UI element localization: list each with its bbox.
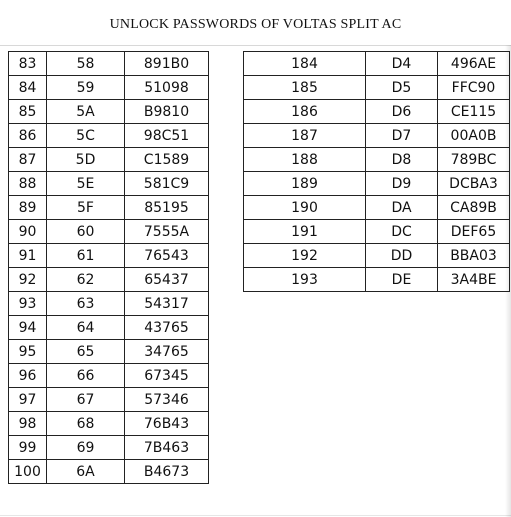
table-row: [9, 292, 209, 316]
number-cell: 93: [9, 292, 47, 316]
hex-code-cell: 61: [47, 244, 125, 268]
hex-code-cell: D4: [366, 52, 438, 76]
bottom-divider: [0, 515, 511, 516]
number-cell: 87: [9, 148, 47, 172]
password-cell: 891B0: [125, 52, 209, 76]
table-row: [9, 100, 209, 124]
password-cell: B9810: [125, 100, 209, 124]
table-row: [9, 124, 209, 148]
password-cell: CE115: [438, 100, 510, 124]
hex-code-cell: 58: [47, 52, 125, 76]
number-cell: 185: [244, 76, 366, 100]
table-row: [9, 148, 209, 172]
number-cell: 189: [244, 172, 366, 196]
table-row: [9, 76, 209, 100]
password-cell: 43765: [125, 316, 209, 340]
number-cell: 99: [9, 436, 47, 460]
hex-code-cell: DD: [366, 244, 438, 268]
table-row: [244, 268, 510, 292]
page-title: UNLOCK PASSWORDS OF VOLTAS SPLIT AC: [109, 17, 402, 32]
number-cell: 94: [9, 316, 47, 340]
table-row: [9, 388, 209, 412]
password-cell: C1589: [125, 148, 209, 172]
table-row: [244, 76, 510, 100]
hex-code-cell: D7: [366, 124, 438, 148]
number-cell: 188: [244, 148, 366, 172]
number-cell: 88: [9, 172, 47, 196]
hex-code-cell: 5C: [47, 124, 125, 148]
number-cell: 193: [244, 268, 366, 292]
table-row: [244, 172, 510, 196]
hex-code-cell: 5F: [47, 196, 125, 220]
password-cell: 57346: [125, 388, 209, 412]
number-cell: 84: [9, 76, 47, 100]
hex-code-cell: 60: [47, 220, 125, 244]
hex-code-cell: 65: [47, 340, 125, 364]
password-cell: CA89B: [438, 196, 510, 220]
hex-code-cell: 64: [47, 316, 125, 340]
password-cell: 7B463: [125, 436, 209, 460]
password-cell: 581C9: [125, 172, 209, 196]
table-row: [9, 340, 209, 364]
hex-code-cell: 66: [47, 364, 125, 388]
table-row: [9, 460, 209, 484]
password-cell: 98C51: [125, 124, 209, 148]
number-cell: 98: [9, 412, 47, 436]
table-row: [9, 364, 209, 388]
table-row: [9, 220, 209, 244]
table-row: [9, 436, 209, 460]
table-row: [244, 124, 510, 148]
password-cell: 00A0B: [438, 124, 510, 148]
password-cell: 67345: [125, 364, 209, 388]
hex-code-cell: D9: [366, 172, 438, 196]
number-cell: 192: [244, 244, 366, 268]
hex-code-cell: D5: [366, 76, 438, 100]
top-divider: [0, 45, 511, 46]
table-row: [244, 196, 510, 220]
number-cell: 186: [244, 100, 366, 124]
hex-code-cell: 6A: [47, 460, 125, 484]
hex-code-cell: DA: [366, 196, 438, 220]
password-cell: 76B43: [125, 412, 209, 436]
table-row: [244, 220, 510, 244]
password-cell: DCBA3: [438, 172, 510, 196]
number-cell: 96: [9, 364, 47, 388]
table-row: [244, 52, 510, 76]
number-cell: 190: [244, 196, 366, 220]
password-cell: 34765: [125, 340, 209, 364]
hex-code-cell: 59: [47, 76, 125, 100]
number-cell: 83: [9, 52, 47, 76]
hex-code-cell: 63: [47, 292, 125, 316]
number-cell: 92: [9, 268, 47, 292]
number-cell: 95: [9, 340, 47, 364]
password-cell: 789BC: [438, 148, 510, 172]
table-row: [9, 316, 209, 340]
table-row: [9, 268, 209, 292]
hex-code-cell: 67: [47, 388, 125, 412]
table-row: [244, 100, 510, 124]
password-cell: B4673: [125, 460, 209, 484]
number-cell: 191: [244, 220, 366, 244]
number-cell: 187: [244, 124, 366, 148]
number-cell: 97: [9, 388, 47, 412]
password-cell: 51098: [125, 76, 209, 100]
password-cell: 65437: [125, 268, 209, 292]
hex-code-cell: 69: [47, 436, 125, 460]
hex-code-cell: 68: [47, 412, 125, 436]
table-row: [244, 244, 510, 268]
password-table-right: [243, 51, 510, 292]
hex-code-cell: 5D: [47, 148, 125, 172]
number-cell: 90: [9, 220, 47, 244]
table-row: [9, 412, 209, 436]
table-row: [9, 244, 209, 268]
number-cell: 89: [9, 196, 47, 220]
hex-code-cell: 5A: [47, 100, 125, 124]
password-cell: FFC90: [438, 76, 510, 100]
password-cell: 76543: [125, 244, 209, 268]
password-cell: DEF65: [438, 220, 510, 244]
hex-code-cell: 5E: [47, 172, 125, 196]
table-row: [9, 196, 209, 220]
hex-code-cell: D8: [366, 148, 438, 172]
password-cell: 7555A: [125, 220, 209, 244]
hex-code-cell: D6: [366, 100, 438, 124]
password-cell: 496AE: [438, 52, 510, 76]
number-cell: 86: [9, 124, 47, 148]
password-cell: BBA03: [438, 244, 510, 268]
password-cell: 85195: [125, 196, 209, 220]
table-row: [244, 148, 510, 172]
password-cell: 54317: [125, 292, 209, 316]
hex-code-cell: DC: [366, 220, 438, 244]
table-row: [9, 52, 209, 76]
password-cell: 3A4BE: [438, 268, 510, 292]
number-cell: 85: [9, 100, 47, 124]
hex-code-cell: DE: [366, 268, 438, 292]
number-cell: 91: [9, 244, 47, 268]
number-cell: 184: [244, 52, 366, 76]
hex-code-cell: 62: [47, 268, 125, 292]
number-cell: 100: [9, 460, 47, 484]
password-table-left: [8, 51, 209, 484]
table-row: [9, 172, 209, 196]
